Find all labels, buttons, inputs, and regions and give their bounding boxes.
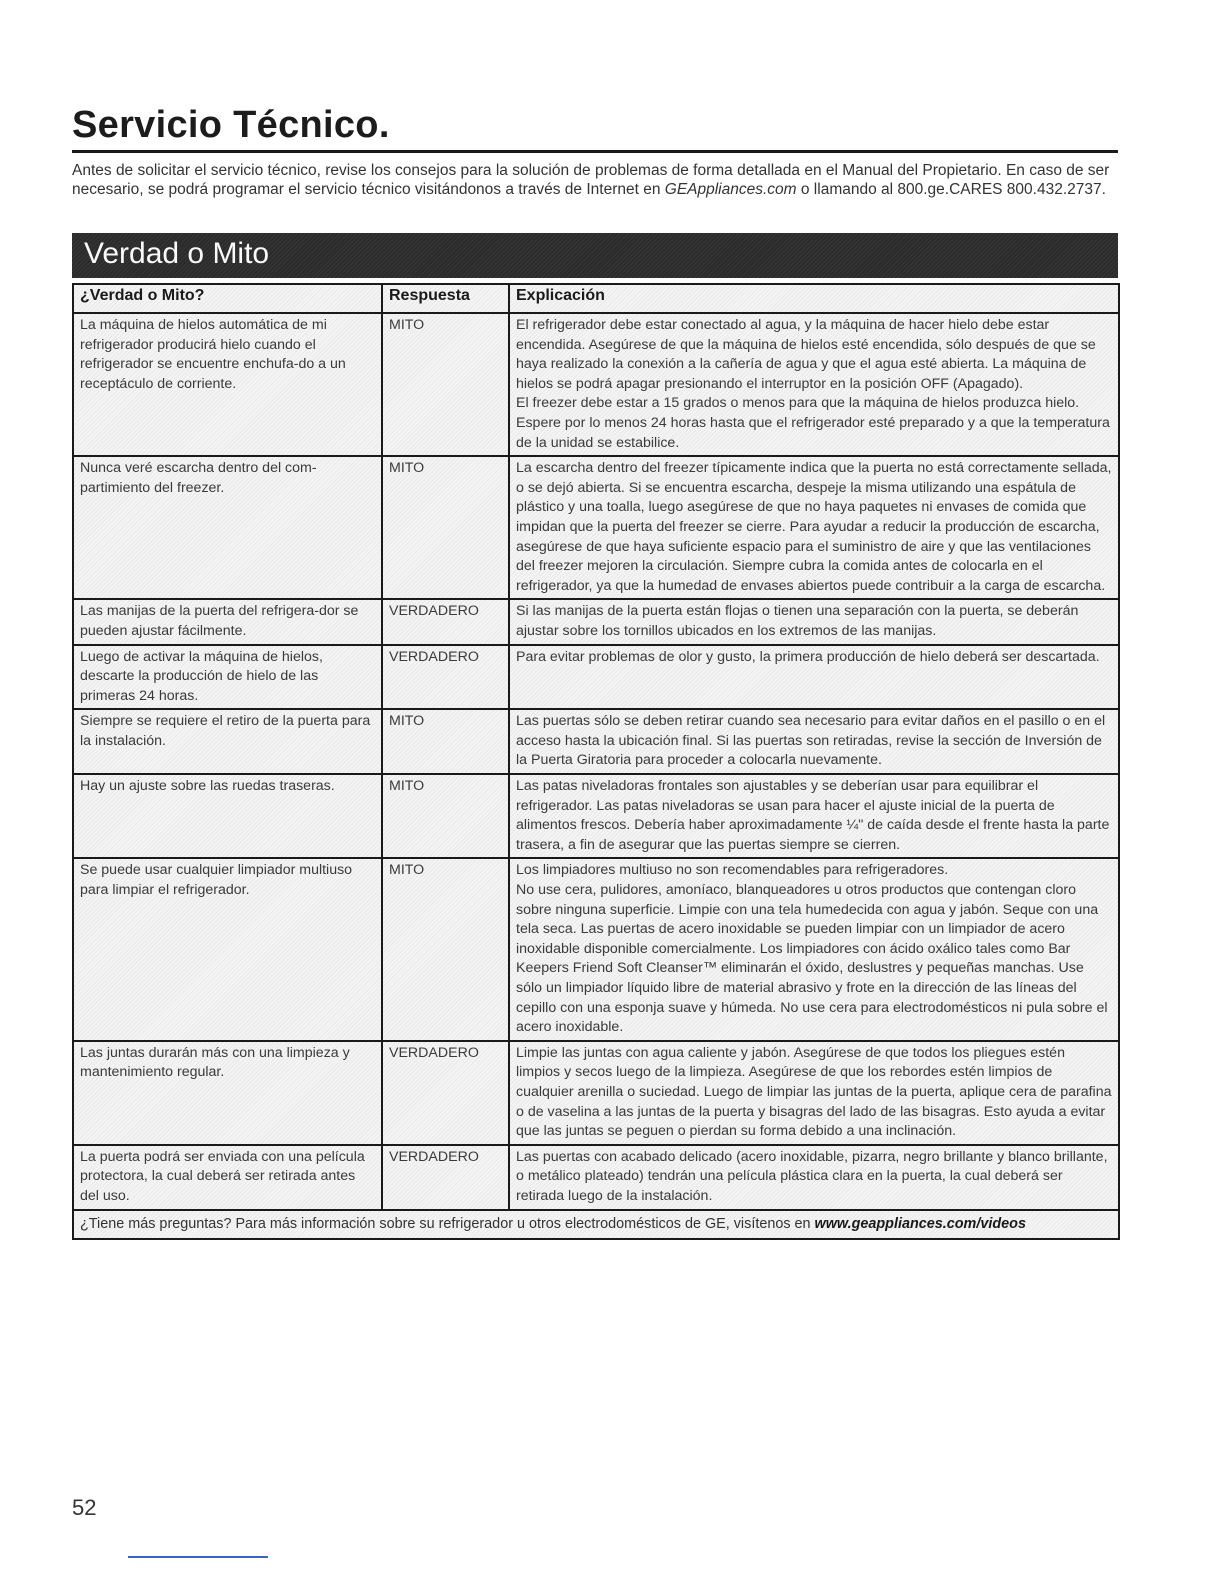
header-explanation: Explicación	[509, 284, 1119, 313]
claim-cell: La puerta podrá ser enviada con una película protectora, la cual deberá ser retirada antes del uso.	[73, 1145, 382, 1210]
answer-cell: VERDADERO	[382, 599, 509, 644]
claim-cell: Las manijas de la puerta del refrigera-dor se pueden ajustar fácilmente.	[73, 599, 382, 644]
explanation-cell: Las puertas con acabado delicado (acero inoxidable, pizarra, negro brillante y blanco brillante, o metálico plateado) tendrán una película plástica clara en la puerta, la cual deberá ser retirada luego de la instalación.	[509, 1145, 1119, 1210]
table-row	[73, 1145, 1119, 1210]
table-row	[73, 645, 1119, 710]
table-row	[73, 456, 1119, 599]
truth-myth-table	[72, 283, 1120, 1240]
explanation-cell: Los limpiadores multiuso no son recomendables para refrigeradores. No use cera, pulidores, amoníaco, blanqueadores u otros productos que contengan cloro sobre ninguna superficie. Limpie con una tela humedecida con agua y jabón. Seque con una tela seca. Las puertas de acero inoxidable se pueden limpiar con un limpiador de acero inoxidable disponible comercialmente. Los limpiadores con ácido oxálico tales como Bar Keepers Friend Soft Cleanser™ eliminarán el óxido, deslustres y pequeñas manchas. Use sólo un limpiador líquido libre de material abrasivo y frote en la dirección de las líneas del cepillo con una esponja suave y húmeda. No use cera para electrodomésticos ni pula sobre el acero inoxidable.	[509, 858, 1119, 1040]
claim-cell: Nunca veré escarcha dentro del com-partimiento del freezer.	[73, 456, 382, 599]
intro-text: Antes de solicitar el servicio técnico, revise los consejos para la solución de problemas de forma detallada en el Manual del Propietario. En caso de ser necesario, se podrá programar el servicio técnico visitándonos a través de Internet en	[72, 162, 1110, 198]
answer-cell: VERDADERO	[382, 645, 509, 710]
answer-cell: MITO	[382, 858, 509, 1040]
bottom-rule	[128, 1556, 268, 1558]
section-banner	[72, 233, 1118, 278]
intro-site-link[interactable]: GEAppliances.com	[664, 181, 797, 198]
header-answer: Respuesta	[382, 284, 509, 313]
table-row	[73, 774, 1119, 858]
claim-cell: Siempre se requiere el retiro de la puerta para la instalación.	[73, 709, 382, 774]
claim-cell: Se puede usar cualquier limpiador multiuso para limpiar el refrigerador.	[73, 858, 382, 1040]
table-row	[73, 313, 1119, 456]
answer-cell: MITO	[382, 709, 509, 774]
footer-cell	[73, 1210, 1119, 1240]
explanation-cell: Para evitar problemas de olor y gusto, la primera producción de hielo deberá ser descartada.	[509, 645, 1119, 710]
section-banner-title: Verdad o Mito	[84, 237, 270, 270]
table-footer-row	[73, 1210, 1119, 1240]
claim-cell: Luego de activar la máquina de hielos, descarte la producción de hielo de las primeras 24 horas.	[73, 645, 382, 710]
table-row	[73, 858, 1119, 1040]
page-number: 52	[72, 1495, 97, 1520]
claim-cell: Hay un ajuste sobre las ruedas traseras.	[73, 774, 382, 858]
explanation-cell: Limpie las juntas con agua caliente y jabón. Asegúrese de que todos los pliegues estén limpios y secos luego de la limpieza. Asegúrese de que los rebordes estén limpios de cualquier arenilla o suciedad. Luego de limpiar las juntas de la puerta, aplique cera de parafina o de vaselina a las juntas de la puerta y bisagras del lado de las bisagras. Esto ayuda a evitar que las juntas se peguen o pierdan su forma debido a una inclinación.	[509, 1041, 1119, 1145]
claim-cell: Las juntas durarán más con una limpieza y mantenimiento regular.	[73, 1041, 382, 1145]
intro-tail: o llamando al 800.ge.CARES 800.432.2737.	[796, 181, 1106, 198]
explanation-cell: La escarcha dentro del freezer típicamente indica que la puerta no está correctamente sellada, o se dejó abierta. Si se encuentra escarcha, despeje la misma utilizando una espátula de plástico y una toalla, luego asegúrese de que no haya paquetes ni envases de comida que impidan que la puerta del freezer se cierre. Para ayudar a reducir la producción de escarcha, asegúrese de que haya suficiente espacio para el suministro de aire y que las ventilaciones del freezer mejoren la circulación. Siempre cubra la comida antes de colocarla en el refrigerador, ya que la humedad de envases abiertos puede contribuir a la carga de escarcha.	[509, 456, 1119, 599]
table-row	[73, 709, 1119, 774]
explanation-cell: El refrigerador debe estar conectado al agua, y la máquina de hacer hielo debe estar encendida. Asegúrese de que la máquina de hielos esté encendida, sólo después de que se haya realizado la conexión a la cañería de agua y que el agua esté abierta. La máquina de hielos se podrá apagar presionando el interruptor en la posición OFF (Apagado). El freezer debe estar a 15 grados o menos para que la máquina de hielos produzca hielo. Espere por lo menos 24 horas hasta que el refrigerador esté preparado y a que la temperatura de la unidad se estabilice.	[509, 313, 1119, 456]
page-title: Servicio Técnico.	[72, 104, 390, 146]
footer-text: ¿Tiene más preguntas? Para más información sobre su refrigerador u otros electrodomésticos de GE, visítenos en	[80, 1215, 815, 1232]
claim-cell: La máquina de hielos automática de mi refrigerador producirá hielo cuando el refrigerador se encuentre enchufa-do a un receptáculo de corriente.	[73, 313, 382, 456]
answer-cell: VERDADERO	[382, 1145, 509, 1210]
table-header-row	[73, 284, 1119, 313]
explanation-cell: Si las manijas de la puerta están flojas o tienen una separación con la puerta, se deberán ajustar sobre los tornillos ubicados en los extremos de las manijas.	[509, 599, 1119, 644]
answer-cell: MITO	[382, 313, 509, 456]
answer-cell: MITO	[382, 774, 509, 858]
answer-cell: VERDADERO	[382, 1041, 509, 1145]
header-claim: ¿Verdad o Mito?	[73, 284, 382, 313]
explanation-cell: Las patas niveladoras frontales son ajustables y se deberían usar para equilibrar el refrigerador. Las patas niveladoras se usan para hacer el ajuste inicial de la puerta de alimentos frescos. Debería haber aproximadamente ¼" de caída desde el frente hasta la parte trasera, a fin de asegurar que las puertas siempre se cierren.	[509, 774, 1119, 858]
title-divider	[72, 150, 1118, 153]
table-row	[73, 599, 1119, 644]
explanation-cell: Las puertas sólo se deben retirar cuando sea necesario para evitar daños en el pasillo o en el acceso hasta la ubicación final. Si las puertas son retiradas, revise la sección de Inversión de la Puerta Giratoria para proceder a colocarla nuevamente.	[509, 709, 1119, 774]
table-row	[73, 1041, 1119, 1145]
intro-paragraph	[72, 161, 1112, 199]
footer-videos-link[interactable]: www.geappliances.com/videos	[814, 1215, 1026, 1232]
answer-cell: MITO	[382, 456, 509, 599]
